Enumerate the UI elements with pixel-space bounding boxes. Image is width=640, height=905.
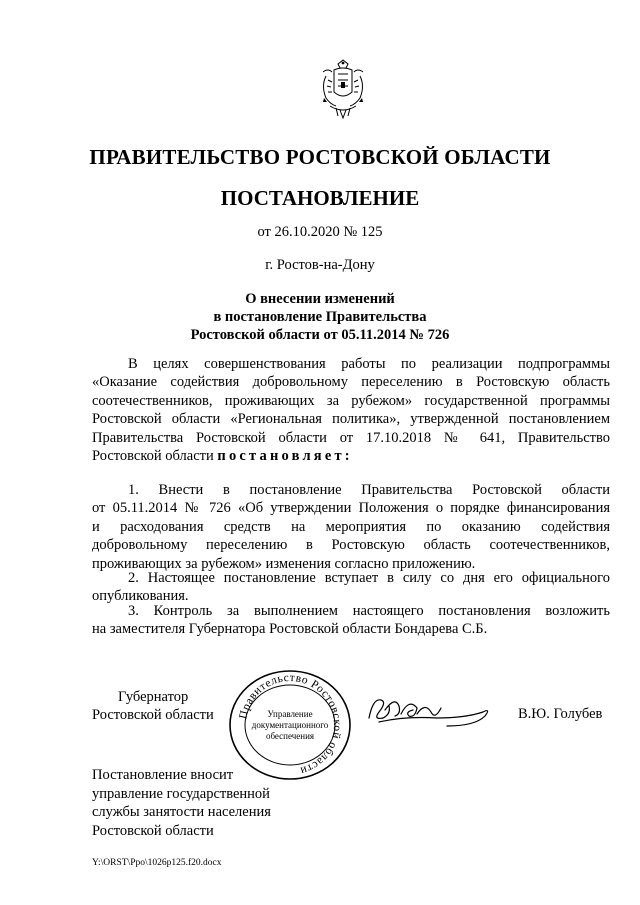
text-line: Правительства Ростовской области от 17.10.2018 № 641, Правительство <box>92 429 610 446</box>
text-line: 2. Настоящее постановление вступает в силу со дня его официального <box>128 570 610 586</box>
document-subject <box>0 290 640 344</box>
stamp-center-line: обеспечения <box>265 731 315 741</box>
stamp-center-line: документационного <box>251 720 329 730</box>
text-line: соотечественников, проживающих за рубежом» государственной программы <box>92 392 610 409</box>
stamp-center-line: Управление <box>267 709 313 719</box>
organization-title: ПРАВИТЕЛЬСТВО РОСТОВСКОЙ ОБЛАСТИ <box>89 145 551 169</box>
stamp-ring-text: Правительство Ростовской области <box>237 671 344 777</box>
text-line: от 05.11.2014 № 726 «Об утверждении Положения о порядке финансирования <box>92 500 610 517</box>
decree-word: постановляет: <box>217 448 353 465</box>
item-3-paragraph <box>92 602 610 639</box>
text-line: опубликования. <box>92 588 189 605</box>
text-line <box>92 447 610 465</box>
note-line: управление государственной <box>92 785 270 802</box>
text-line: «Оказание содействия добровольному переселению в Ростовскую область <box>92 374 610 391</box>
item-1-paragraph <box>92 481 610 573</box>
coat-of-arms-icon <box>318 58 368 120</box>
text-line: 3. Контроль за выполнением настоящего постановления возложить <box>128 603 610 619</box>
handwritten-signature <box>365 688 495 732</box>
text-line: В целях совершенствования работы по реализации подпрограммы <box>128 356 610 372</box>
subject-line: Ростовской области от 05.11.2014 № 726 <box>190 327 450 343</box>
note-line: Ростовской области <box>92 822 214 839</box>
signatory-title-line: Ростовской области <box>92 707 214 723</box>
text-line: добровольному переселению в Ростовскую область соотечественников, <box>92 537 610 554</box>
text-line: и расходования средств на мероприятия по оказанию содействия <box>92 518 610 535</box>
text-line: 1. Внести в постановление Правительства Ростовской области <box>128 482 610 498</box>
item-2-paragraph <box>92 569 610 606</box>
text-fragment: Ростовской области <box>92 448 218 465</box>
file-path: Y:\ORST\Ppo\1026p125.f20.docx <box>92 858 222 868</box>
signatory-title-line: Губернатор <box>118 689 189 705</box>
subject-line: в постановление Правительства <box>213 309 427 325</box>
signatory-title <box>92 688 214 724</box>
text-line: проживающих за рубежом» изменения согласно приложению. <box>92 555 476 572</box>
document-city: г. Ростов-на-Дону <box>265 257 375 273</box>
submission-note <box>92 766 271 840</box>
note-line: Постановление вносит <box>92 767 234 783</box>
text-line: Ростовской области «Региональная политика», утвержденной постановлением <box>92 411 610 428</box>
subject-line: О внесении изменений <box>245 291 395 307</box>
document-type: ПОСТАНОВЛЕНИЕ <box>220 186 420 210</box>
text-line: на заместителя Губернатора Ростовской области Бондарева С.Б. <box>92 621 488 638</box>
document-date-number: от 26.10.2020 № 125 <box>257 224 383 240</box>
preamble-paragraph <box>92 355 610 465</box>
signatory-name: В.Ю. Голубев <box>518 706 603 722</box>
note-line: службы занятости населения <box>92 804 271 820</box>
